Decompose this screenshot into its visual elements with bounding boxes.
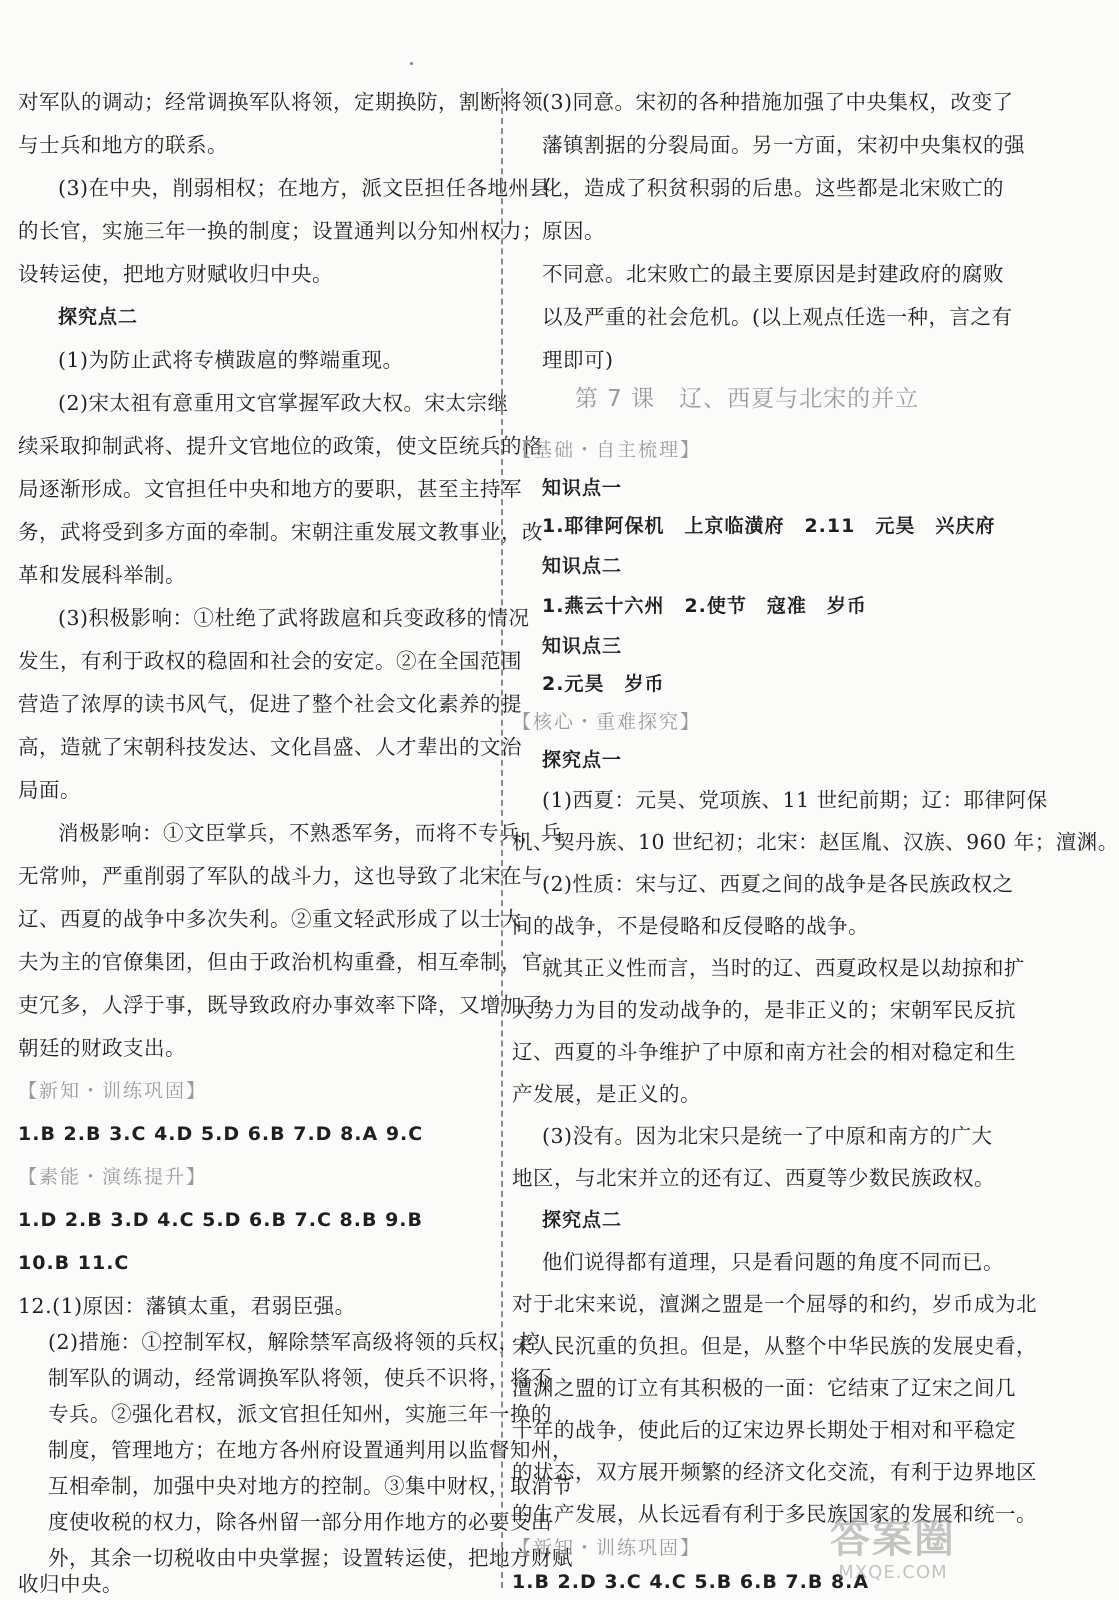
text-line: 的长官，实施三年一换的制度；设置通判以分知州权力；	[18, 219, 543, 243]
text-line: 发生，有利于政权的稳固和社会的安定。②在全国范围	[18, 649, 522, 673]
text-line: 机、契丹族、10 世纪初；北宋：赵匡胤、汉族、960 年；澶渊。	[512, 830, 1119, 854]
section-label: 【基础・自主梳理】	[512, 439, 702, 461]
text-line: 革和发展科举制。	[18, 563, 186, 587]
section-label: 【核心・重难探究】	[512, 711, 702, 733]
answer-key: 1.燕云十六州 2.使节 寇准 岁币	[542, 595, 867, 617]
answer-key: 1.D 2.B 3.D 4.C 5.D 6.B 7.C 8.B 9.B	[18, 1209, 423, 1231]
answer-key: 1.B 2.D 3.C 4.C 5.B 6.B 7.B 8.A	[512, 1571, 870, 1593]
answer-key: 2.元昊 岁币	[542, 673, 665, 695]
text-line: 以及严重的社会危机。(以上观点任选一种，言之有	[542, 305, 1013, 329]
text-line: 就其正义性而言，当时的辽、西夏政权是以劫掠和扩	[542, 956, 1025, 980]
text-line: 专兵。②强化君权，派文官担任知州，实施三年一换的	[48, 1402, 552, 1426]
column-divider	[501, 88, 503, 1588]
answer-key: 1.耶律阿保机 上京临潢府 2.11 元昊 兴庆府	[542, 515, 996, 537]
left-column	[18, 0, 573, 1600]
text-line: (2)宋太祖有意重用文官掌握军政大权。宋太宗继	[58, 391, 509, 415]
text-line: 与士兵和地方的联系。	[18, 133, 228, 157]
text-line: 高，造就了宋朝科技发达、文化昌盛、人才辈出的文治	[18, 735, 522, 759]
right-column	[512, 0, 1119, 1600]
text-line: 无常帅，严重削弱了军队的战斗力，这也导致了北宋在与	[18, 864, 543, 888]
text-line: 化，造成了积贫积弱的后患。这些都是北宋败亡的	[542, 176, 1004, 200]
text-line: 澶渊之盟的订立有其积极的一面：它结束了辽宋之间几	[512, 1376, 1016, 1400]
text-line: 对军队的调动；经常调换军队将领，定期换防，割断将领	[18, 90, 543, 114]
text-line: (2)措施：①控制军权，解除禁军高级将领的兵权，控	[48, 1330, 541, 1354]
text-line: 朝廷的财政支出。	[18, 1036, 186, 1060]
text-line: 藩镇割据的分裂局面。另一方面，宋初中央集权的强	[542, 133, 1025, 157]
watermark-text: 答案圈	[830, 1516, 956, 1562]
text-line: 收归中央。	[18, 1572, 123, 1596]
text-line: (1)为防止武将专横跋扈的弊端重现。	[58, 348, 404, 372]
subheading: 探究点二	[542, 1209, 623, 1231]
section-label: 【新知・训练巩固】	[18, 1080, 208, 1102]
text-line: 不同意。北宋败亡的最主要原因是封建政府的腐败	[542, 262, 1004, 286]
watermark-url: MXQE.COM	[838, 1562, 948, 1583]
subheading: 探究点二	[58, 306, 139, 328]
text-line: 对于北宋来说，澶渊之盟是一个屈辱的和约，岁币成为北	[512, 1292, 1037, 1316]
text-line: 营造了浓厚的读书风气，促进了整个社会文化素养的提	[18, 692, 522, 716]
answer-key: 1.B 2.B 3.C 4.D 5.D 6.B 7.D 8.A 9.C	[18, 1123, 424, 1145]
subheading: 知识点一	[542, 477, 623, 499]
text-line: 产发展，是正义的。	[512, 1082, 701, 1106]
text-line: 大势力为目的发动战争的，是非正义的；宋朝军民反抗	[512, 998, 1016, 1022]
text-line: 的生产发展，从长远看有利于多民族国家的发展和统一。	[512, 1502, 1037, 1526]
watermark-logo	[818, 1516, 968, 1594]
text-line: 消极影响：①文臣掌兵，不熟悉军务，而将不专兵，兵	[58, 821, 562, 845]
text-line: 制军队的调动，经常调换军队将领，使兵不识将，将不	[48, 1366, 552, 1390]
lesson-title: 第 7 课 辽、西夏与北宋的并立	[574, 386, 920, 412]
section-label: 【新知・训练巩固】	[512, 1537, 702, 1559]
section-label: 【素能・演练提升】	[18, 1166, 208, 1188]
text-line: 制度，管理地方；在地方各州府设置通判用以监督知州，	[48, 1438, 573, 1462]
text-line: 间的战争，不是侵略和反侵略的战争。	[512, 914, 869, 938]
subheading: 知识点二	[542, 555, 623, 577]
text-line: 他们说得都有道理，只是看问题的角度不同而已。	[542, 1250, 1004, 1274]
text-line: (1)西夏：元昊、党项族、11 世纪前期；辽：耶律阿保	[542, 788, 1048, 812]
text-line: (3)没有。因为北宋只是统一了中原和南方的广大	[542, 1124, 993, 1148]
text-line: 十年的战争，使此后的辽宋边界长期处于相对和平稳定	[512, 1418, 1016, 1442]
text-line: 务，武将受到多方面的牵制。宋朝注重发展文教事业，改	[18, 520, 543, 544]
subheading: 探究点一	[542, 749, 623, 771]
text-line: 宋人民沉重的负担。但是，从整个中华民族的发展史看，	[512, 1334, 1037, 1358]
text-line: (3)积极影响：①杜绝了武将跋扈和兵变政移的情况	[58, 606, 530, 630]
text-line: (3)同意。宋初的各种措施加强了中央集权，改变了	[542, 90, 1014, 114]
text-line: 局面。	[18, 778, 81, 802]
text-line: 辽、西夏的战争中多次失利。②重文轻武形成了以士大	[18, 907, 522, 931]
text-line: 夫为主的官僚集团，但由于政治机构重叠，相互牵制，官	[18, 950, 543, 974]
text-line: 外，其余一切税收由中央掌握；设置转运使，把地方财赋	[48, 1546, 573, 1570]
text-line: 辽、西夏的斗争维护了中原和南方社会的相对稳定和生	[512, 1040, 1016, 1064]
text-line: 设转运使，把地方财赋收归中央。	[18, 262, 333, 286]
text-line: 局逐渐形成。文官担任中央和地方的要职，甚至主持军	[18, 477, 522, 501]
answer-key: 10.B 11.C	[18, 1252, 130, 1274]
text-line: 的状态，双方展开频繁的经济文化交流，有利于边界地区	[512, 1460, 1037, 1484]
text-line: (3)在中央，削弱相权；在地方，派文臣担任各地州县	[58, 176, 551, 200]
text-line: 吏冗多，人浮于事，既导致政府办事效率下降，又增加了	[18, 993, 543, 1017]
text-line: 地区，与北宋并立的还有辽、西夏等少数民族政权。	[512, 1166, 995, 1190]
text-line: 续采取抑制武将、提升文官地位的政策，使文臣统兵的格	[18, 434, 543, 458]
text-line: 原因。	[542, 219, 605, 243]
text-line: 12.(1)原因：藩镇太重，君弱臣强。	[18, 1294, 356, 1318]
text-line: 互相牵制，加强中央对地方的控制。③集中财权，取消节	[48, 1474, 573, 1498]
text-line: 度使收税的权力，除各州留一部分用作地方的必要支出	[48, 1510, 552, 1534]
text-line: 理即可)	[542, 348, 614, 372]
subheading: 知识点三	[542, 635, 623, 657]
text-line: (2)性质：宋与辽、西夏之间的战争是各民族政权之	[542, 872, 1014, 896]
